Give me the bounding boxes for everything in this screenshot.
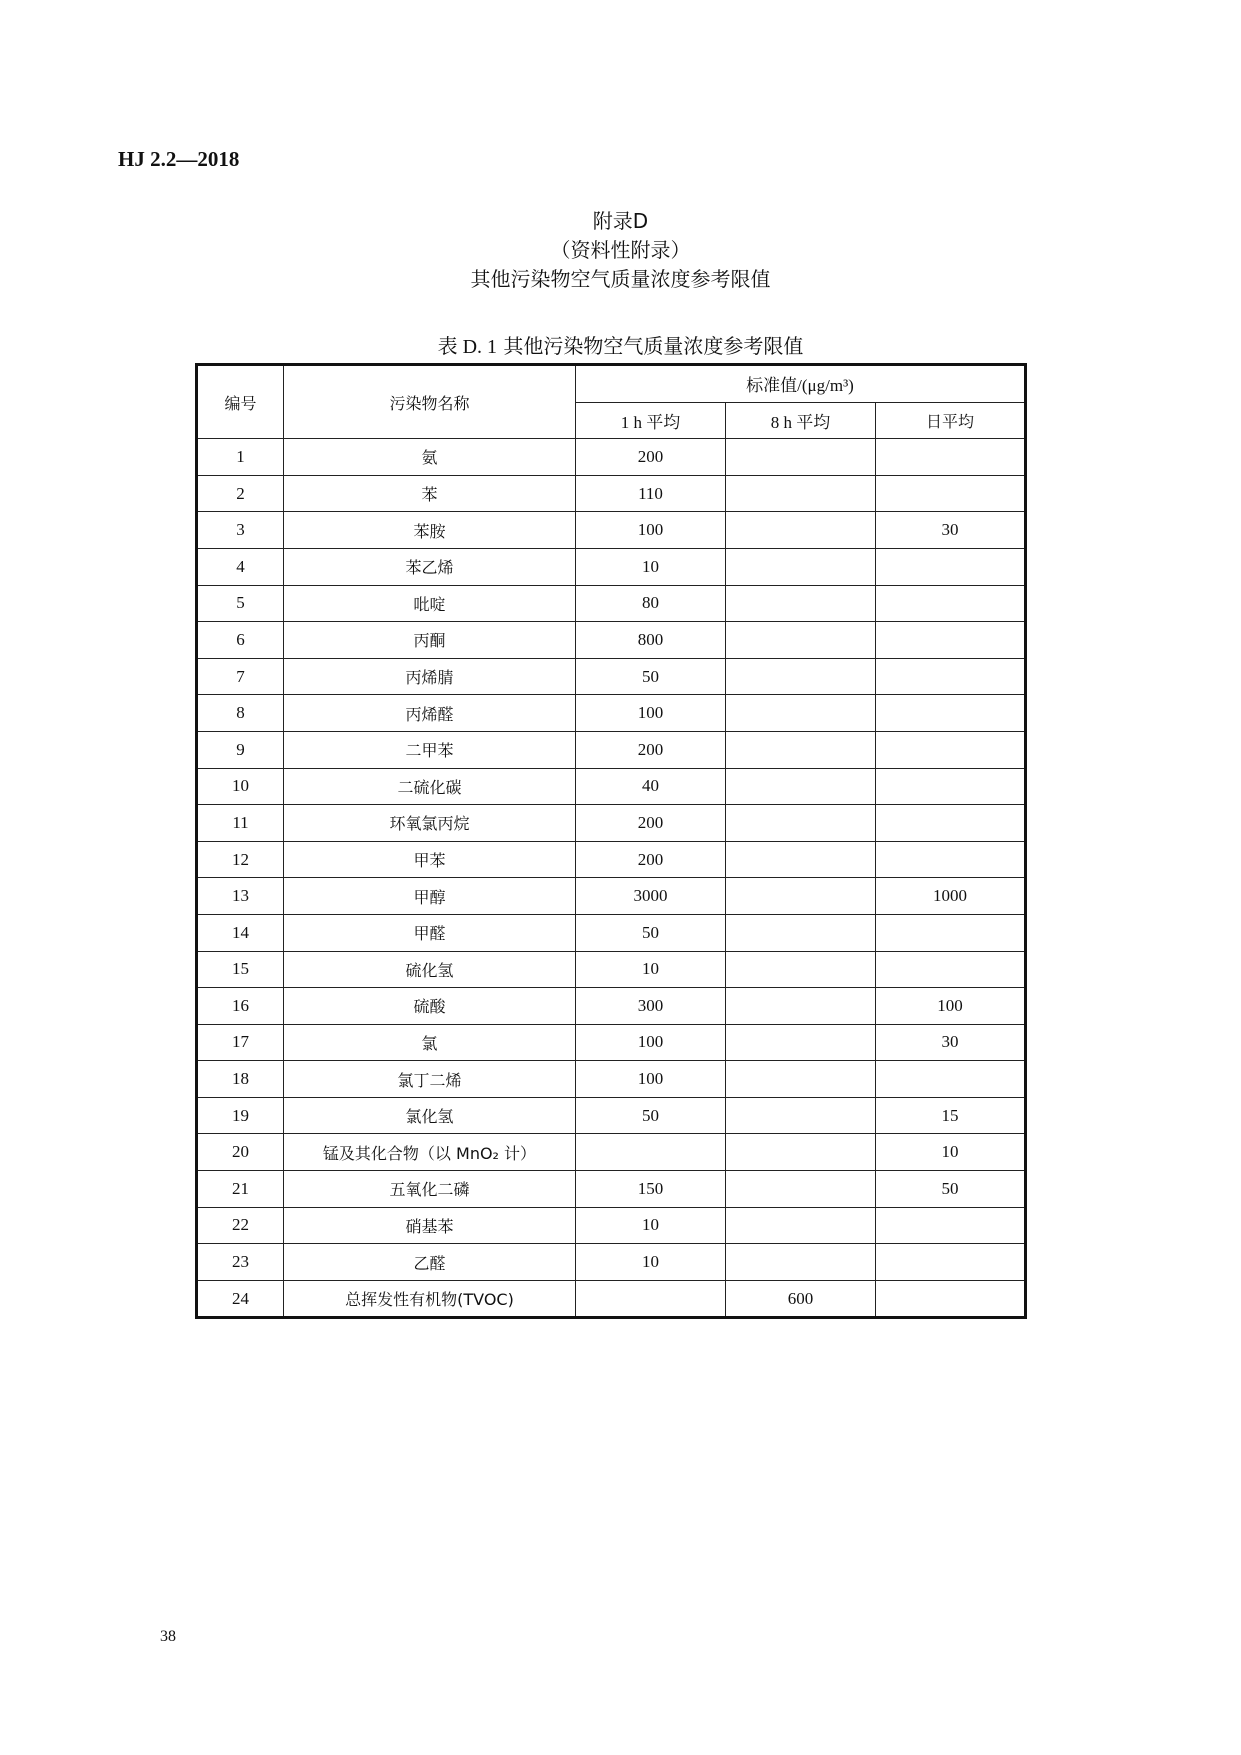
row-number-cell: 5 <box>197 585 284 622</box>
value-8h-cell <box>726 805 876 842</box>
row-number-cell: 4 <box>197 548 284 585</box>
table-row <box>197 805 1026 842</box>
appendix-heading <box>0 207 1241 294</box>
table-row <box>197 841 1026 878</box>
row-number-cell: 14 <box>197 914 284 951</box>
value-8h-cell <box>726 988 876 1025</box>
value-1h-cell: 40 <box>576 768 726 805</box>
value-1h-cell: 100 <box>576 1061 726 1098</box>
value-daily-cell <box>876 914 1026 951</box>
value-1h-cell: 80 <box>576 585 726 622</box>
value-1h-cell: 200 <box>576 439 726 476</box>
pollutant-name-cell: 氨 <box>284 439 576 476</box>
value-1h-cell: 100 <box>576 512 726 549</box>
value-daily-cell <box>876 695 1026 732</box>
table-row <box>197 695 1026 732</box>
table-row <box>197 1061 1026 1098</box>
value-8h-cell <box>726 1171 876 1208</box>
appendix-title: 附录D <box>592 209 649 233</box>
value-8h-cell <box>726 622 876 659</box>
pollutant-name-cell: 甲苯 <box>284 841 576 878</box>
table-row <box>197 988 1026 1025</box>
value-8h-cell <box>726 548 876 585</box>
row-number-cell: 2 <box>197 475 284 512</box>
value-8h-cell <box>726 841 876 878</box>
row-number-cell: 12 <box>197 841 284 878</box>
pollutant-name-cell: 二硫化碳 <box>284 768 576 805</box>
value-1h-cell: 300 <box>576 988 726 1025</box>
value-daily-cell <box>876 1244 1026 1281</box>
value-1h-cell: 10 <box>576 1244 726 1281</box>
pollutant-name-cell: 氯化氢 <box>284 1097 576 1134</box>
value-8h-cell <box>726 1207 876 1244</box>
table-row <box>197 1024 1026 1061</box>
header-8h-average: 8 h 平均 <box>726 402 876 439</box>
pollutant-name-cell: 二甲苯 <box>284 731 576 768</box>
header-number: 编号 <box>197 365 284 439</box>
value-8h-cell <box>726 1061 876 1098</box>
pollutant-limits-table <box>195 363 1027 1319</box>
value-1h-cell: 10 <box>576 951 726 988</box>
table-row <box>197 475 1026 512</box>
pollutant-name-cell: 苯乙烯 <box>284 548 576 585</box>
table-caption-text: 其他污染物空气质量浓度参考限值 <box>503 334 804 358</box>
row-number-cell: 20 <box>197 1134 284 1171</box>
value-daily-cell <box>876 622 1026 659</box>
value-1h-cell: 100 <box>576 695 726 732</box>
pollutant-name-cell: 丙酮 <box>284 622 576 659</box>
value-8h-cell <box>726 768 876 805</box>
value-8h-cell <box>726 878 876 915</box>
value-daily-cell <box>876 1280 1026 1318</box>
table-row <box>197 622 1026 659</box>
value-8h-cell <box>726 475 876 512</box>
pollutant-name-cell: 硫化氢 <box>284 951 576 988</box>
value-1h-cell: 10 <box>576 548 726 585</box>
value-1h-cell <box>576 1280 726 1318</box>
row-number-cell: 10 <box>197 768 284 805</box>
table-row <box>197 914 1026 951</box>
pollutant-name-cell: 硫酸 <box>284 988 576 1025</box>
value-8h-cell <box>726 1097 876 1134</box>
value-daily-cell <box>876 548 1026 585</box>
document-code: HJ 2.2—2018 <box>118 147 240 171</box>
table-row <box>197 731 1026 768</box>
table-body <box>197 439 1026 1318</box>
row-number-cell: 24 <box>197 1280 284 1318</box>
value-daily-cell: 100 <box>876 988 1026 1025</box>
pollutant-name-cell: 硝基苯 <box>284 1207 576 1244</box>
value-8h-cell: 600 <box>726 1280 876 1318</box>
pollutant-name-cell: 乙醛 <box>284 1244 576 1281</box>
value-daily-cell: 50 <box>876 1171 1026 1208</box>
pollutant-name-cell: 苯胺 <box>284 512 576 549</box>
table-row <box>197 512 1026 549</box>
value-daily-cell <box>876 439 1026 476</box>
table-row <box>197 878 1026 915</box>
value-1h-cell: 3000 <box>576 878 726 915</box>
header-1h-average: 1 h 平均 <box>576 402 726 439</box>
value-1h-cell: 50 <box>576 1097 726 1134</box>
value-1h-cell: 200 <box>576 731 726 768</box>
value-daily-cell: 10 <box>876 1134 1026 1171</box>
pollutant-name-cell: 丙烯醛 <box>284 695 576 732</box>
table-row <box>197 768 1026 805</box>
pollutant-name-cell: 五氧化二磷 <box>284 1171 576 1208</box>
value-1h-cell <box>576 1134 726 1171</box>
value-1h-cell: 150 <box>576 1171 726 1208</box>
value-8h-cell <box>726 512 876 549</box>
page-number: 38 <box>160 1628 176 1645</box>
appendix-name: 其他污染物空气质量浓度参考限值 <box>470 267 771 291</box>
table-row <box>197 585 1026 622</box>
table-row <box>197 1207 1026 1244</box>
header-daily-average: 日平均 <box>876 402 1026 439</box>
pollutant-name-cell: 吡啶 <box>284 585 576 622</box>
value-daily-cell: 1000 <box>876 878 1026 915</box>
table-row <box>197 1171 1026 1208</box>
table-row <box>197 1097 1026 1134</box>
row-number-cell: 18 <box>197 1061 284 1098</box>
row-number-cell: 6 <box>197 622 284 659</box>
value-8h-cell <box>726 951 876 988</box>
table-caption <box>0 330 1241 359</box>
value-1h-cell: 50 <box>576 914 726 951</box>
value-daily-cell <box>876 1061 1026 1098</box>
row-number-cell: 16 <box>197 988 284 1025</box>
row-number-cell: 22 <box>197 1207 284 1244</box>
value-1h-cell: 10 <box>576 1207 726 1244</box>
value-8h-cell <box>726 914 876 951</box>
value-1h-cell: 200 <box>576 841 726 878</box>
table-row <box>197 1280 1026 1318</box>
value-daily-cell <box>876 805 1026 842</box>
value-daily-cell <box>876 841 1026 878</box>
value-8h-cell <box>726 695 876 732</box>
row-number-cell: 8 <box>197 695 284 732</box>
table-row <box>197 439 1026 476</box>
value-1h-cell: 50 <box>576 658 726 695</box>
pollutant-name-cell: 丙烯腈 <box>284 658 576 695</box>
value-daily-cell <box>876 475 1026 512</box>
value-daily-cell <box>876 1207 1026 1244</box>
row-number-cell: 21 <box>197 1171 284 1208</box>
row-number-cell: 9 <box>197 731 284 768</box>
value-8h-cell <box>726 1024 876 1061</box>
table-row <box>197 658 1026 695</box>
value-daily-cell <box>876 585 1026 622</box>
value-8h-cell <box>726 658 876 695</box>
value-8h-cell <box>726 439 876 476</box>
appendix-subtitle: （资料性附录） <box>550 238 691 262</box>
pollutant-name-cell: 氯丁二烯 <box>284 1061 576 1098</box>
value-1h-cell: 100 <box>576 1024 726 1061</box>
value-daily-cell: 15 <box>876 1097 1026 1134</box>
row-number-cell: 3 <box>197 512 284 549</box>
pollutant-name-cell: 氯 <box>284 1024 576 1061</box>
value-1h-cell: 110 <box>576 475 726 512</box>
table-row <box>197 951 1026 988</box>
value-1h-cell: 800 <box>576 622 726 659</box>
pollutant-name-cell: 苯 <box>284 475 576 512</box>
value-8h-cell <box>726 1244 876 1281</box>
value-daily-cell <box>876 951 1026 988</box>
value-daily-cell <box>876 658 1026 695</box>
value-daily-cell <box>876 731 1026 768</box>
value-daily-cell <box>876 768 1026 805</box>
value-8h-cell <box>726 1134 876 1171</box>
value-1h-cell: 200 <box>576 805 726 842</box>
header-standard-value: 标准值/(μg/m³) <box>576 365 1026 403</box>
pollutant-name-cell: 甲醛 <box>284 914 576 951</box>
table-row <box>197 1244 1026 1281</box>
pollutant-name-cell: 环氧氯丙烷 <box>284 805 576 842</box>
header-pollutant-name: 污染物名称 <box>284 365 576 439</box>
row-number-cell: 13 <box>197 878 284 915</box>
pollutant-name-cell: 甲醇 <box>284 878 576 915</box>
row-number-cell: 19 <box>197 1097 284 1134</box>
pollutant-name-cell: 锰及其化合物（以 MnO₂ 计） <box>284 1134 576 1171</box>
row-number-cell: 1 <box>197 439 284 476</box>
pollutant-name-cell: 总挥发性有机物(TVOC) <box>284 1280 576 1318</box>
value-daily-cell: 30 <box>876 512 1026 549</box>
row-number-cell: 15 <box>197 951 284 988</box>
table-caption-number: 表 D. 1 <box>437 336 498 358</box>
row-number-cell: 7 <box>197 658 284 695</box>
row-number-cell: 23 <box>197 1244 284 1281</box>
value-8h-cell <box>726 731 876 768</box>
row-number-cell: 11 <box>197 805 284 842</box>
row-number-cell: 17 <box>197 1024 284 1061</box>
table-row <box>197 548 1026 585</box>
value-8h-cell <box>726 585 876 622</box>
table-row <box>197 1134 1026 1171</box>
value-daily-cell: 30 <box>876 1024 1026 1061</box>
